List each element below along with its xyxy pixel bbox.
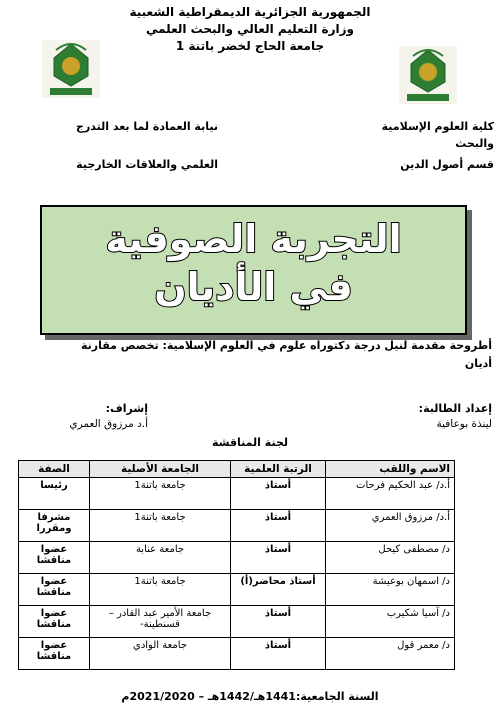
- member-university: جامعة الأمير عبد القادر – قسنطينة-: [90, 606, 231, 638]
- header-role: الصفة: [19, 461, 90, 478]
- member-name: د/ مصطفى كيحل: [326, 542, 455, 574]
- member-name: د/ آسيا شكيرب: [326, 606, 455, 638]
- deanship-line1: نيابة العمادة لما بعد التدرج: [76, 120, 218, 133]
- faculty-block: [344, 118, 494, 173]
- thesis-title-line2: في الأديان: [154, 265, 353, 309]
- thesis-description-line1: أطروحة مقدمة لنيل درجة دكتوراه علوم في العلوم الإسلامية: تخصص مقارنة: [80, 339, 492, 352]
- member-role: مشرفا ومقررا: [19, 510, 90, 542]
- table-row: [19, 638, 455, 670]
- committee-header-row: [19, 461, 455, 478]
- faculty-name: كلية العلوم الإسلامية: [381, 120, 494, 133]
- university-logo-right: [395, 42, 461, 112]
- student-name: لينذة بوعافية: [436, 418, 492, 430]
- member-rank: أستاذ: [231, 606, 326, 638]
- member-university: جامعة عنابة: [90, 542, 231, 574]
- member-rank: أستاذ: [231, 542, 326, 574]
- table-row: [19, 510, 455, 542]
- table-row: [19, 606, 455, 638]
- member-university: جامعة باتنة1: [90, 574, 231, 606]
- deanship-block: [18, 118, 218, 173]
- university-emblem-icon: [395, 42, 461, 108]
- university-logo-left: [38, 36, 104, 106]
- member-name: أ.د/ مرزوق العمري: [326, 510, 455, 542]
- header-university: الجامعة الأصلية: [90, 461, 231, 478]
- university-emblem-icon: [38, 36, 104, 102]
- member-role: عضوا مناقشا: [19, 638, 90, 670]
- member-name: د/ اسمهان بوعيشة: [326, 574, 455, 606]
- committee-title: لجنة المناقشة: [211, 436, 288, 449]
- header-ministry: وزارة التعليم العالي والبحث العلمي: [145, 22, 355, 36]
- member-name: أ.د/ عبد الحكيم فرحات: [326, 478, 455, 510]
- member-university: جامعة باتنة1: [90, 478, 231, 510]
- thesis-title-box: [40, 205, 467, 335]
- deanship-line2: العلمي والعلاقات الخارجية: [76, 158, 218, 171]
- member-role: رئيسا: [19, 478, 90, 510]
- faculty-name-cont: والبحث: [455, 137, 494, 150]
- student-block: [332, 400, 492, 430]
- member-rank: أستاذ: [231, 478, 326, 510]
- thesis-title-line1: التجربة الصوفية: [105, 217, 402, 261]
- header-rank: الرتبة العلمية: [231, 461, 326, 478]
- student-label: إعداد الطالبة:: [418, 402, 492, 415]
- member-role: عضوا مناقشا: [19, 606, 90, 638]
- supervisor-label: إشراف:: [105, 402, 148, 415]
- member-rank: أستاذ: [231, 638, 326, 670]
- table-row: [19, 478, 455, 510]
- header-republic: الجمهورية الجزائرية الديمقراطية الشعبية: [129, 5, 371, 19]
- member-rank: أستاذ: [231, 510, 326, 542]
- thesis-description-line2: أديان: [464, 357, 492, 370]
- header-name: الاسم واللقب: [326, 461, 455, 478]
- member-role: عضوا مناقشا: [19, 542, 90, 574]
- supervisor-block: [18, 400, 148, 430]
- table-row: [19, 542, 455, 574]
- thesis-description: [8, 337, 492, 373]
- header-university: جامعة الحاج لخضر باتنة 1: [175, 39, 325, 53]
- committee-table-wrap: [18, 460, 455, 670]
- member-role: عضوا مناقشا: [19, 574, 90, 606]
- table-row: [19, 574, 455, 606]
- member-university: جامعة باتنة1: [90, 510, 231, 542]
- academic-year: السنة الجامعية:1441هـ/1442هـ – 2021/2020م: [121, 690, 379, 703]
- member-university: جامعة الوادي: [90, 638, 231, 670]
- member-rank: أستاذ محاضر(أ): [231, 574, 326, 606]
- committee-table: [18, 460, 455, 670]
- department-name: قسم أصول الدين: [400, 158, 494, 171]
- member-name: د/ معمر قول: [326, 638, 455, 670]
- supervisor-name: أ.د مرزوق العمري: [69, 418, 148, 430]
